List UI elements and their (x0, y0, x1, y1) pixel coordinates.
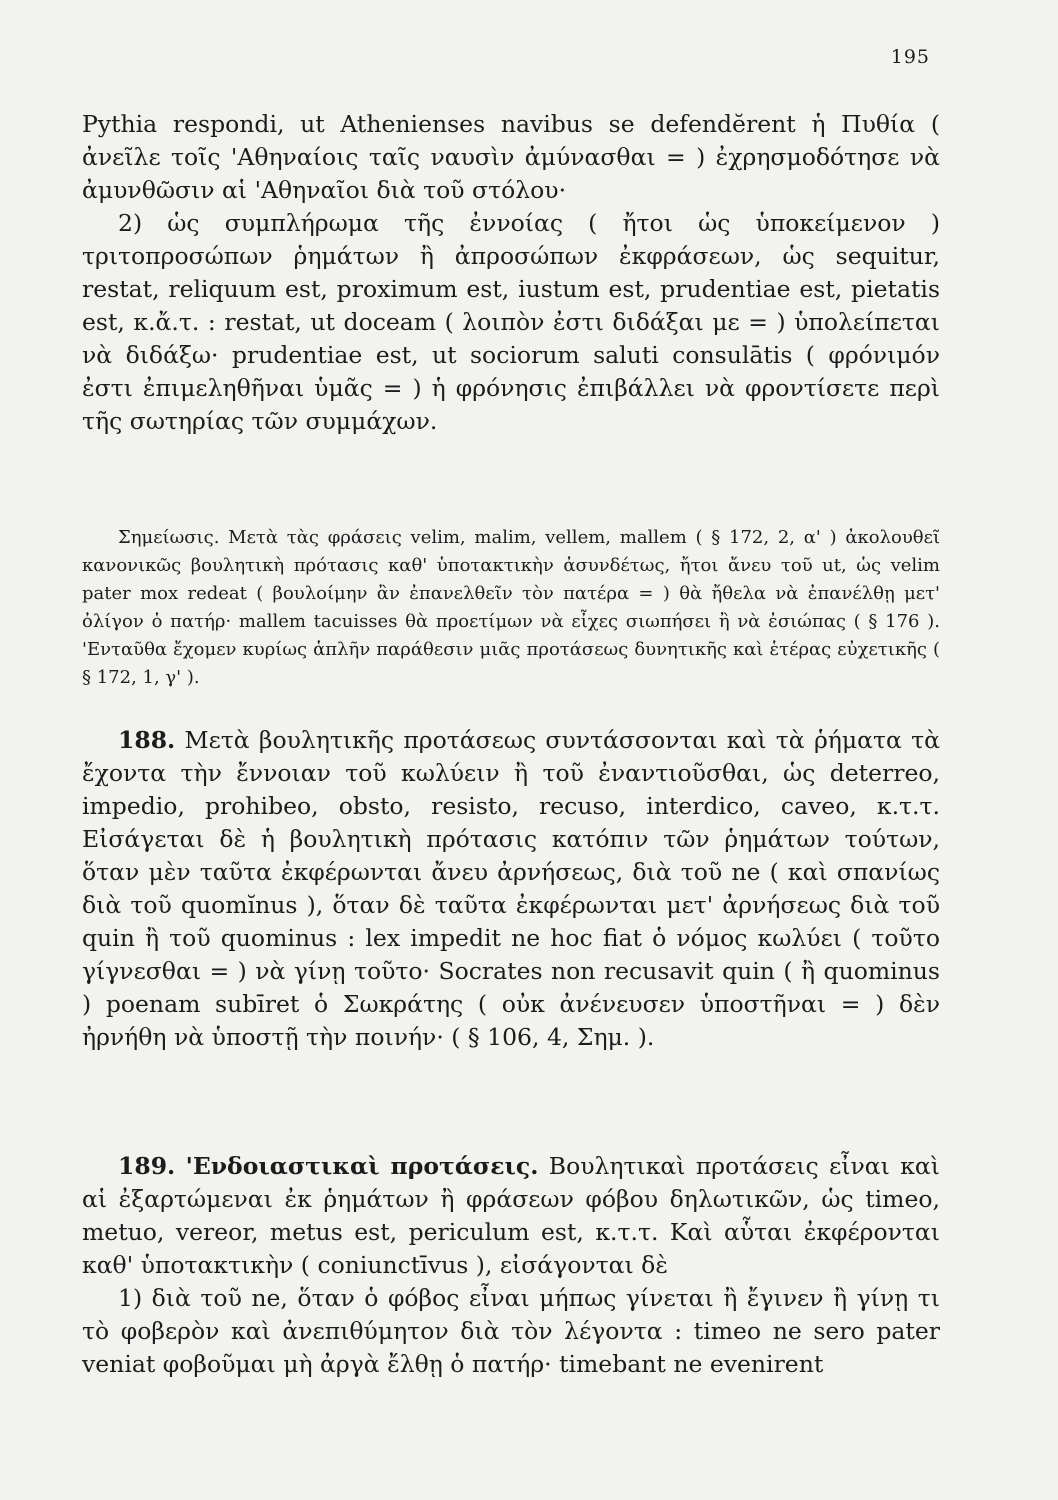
remark-note (82, 506, 940, 710)
section-188 (82, 724, 940, 1054)
paragraph-pythia: Pythia respondi, ut Athenienses navibus se defendĕrent ἡ Πυθία ( ἀνεῖλε τοῖς 'Αθηναίοις ταῖς ναυσὶν ἀμύνασθαι = ) ἐχρησμοδότησε νὰ ἀμυνθῶσιν αἱ 'Αθηναῖοι διὰ τοῦ στόλου· (82, 110, 940, 204)
section-189 (82, 1150, 940, 1381)
page-number: 195 (890, 46, 930, 68)
remark-text: Σημείωσις. Μετὰ τὰς φράσεις velim, malim, vellem, mallem ( § 172, 2, α' ) ἀκολουθεῖ κανονικῶς βουλητικὴ πρότασις καθ' ὑποτακτικὴν ἀσυνδέτως, ἤτοι ἄνευ τοῦ ut, ὡς velim pater mox redeat ( βουλοίμην ἂν ἐπανελθεῖν τὸν πατέρα = ) θὰ ἤθελα νὰ ἐπανέλθῃ μετ' ὀλίγον ὁ πατήρ· mallem tacuisses θὰ προετίμων νὰ εἶχες σιωπήσει ἢ νὰ ἐσιώπας ( § 176 ). 'Ενταῦθα ἔχομεν κυρίως ἁπλῆν παράθεσιν μιᾶς προτάσεως δυνητικῆς καὶ ἑτέρας εὐχετικῆς ( § 172, 1, γ' ). (82, 527, 940, 688)
section-189-paragraph (82, 1150, 940, 1282)
section-189-item-1: 1) διὰ τοῦ ne, ὅταν ὁ φόβος εἶναι μήπως γίνεται ἢ ἔγινεν ἢ γίνῃ τι τὸ φοβερὸν καὶ ἀνεπιθύμητον διὰ τὸν λέγοντα : timeo ne sero pater veniat φοβοῦμαι μὴ ἀργὰ ἔλθῃ ὁ πατήρ· timebant ne evenirent (82, 1284, 940, 1378)
section-189-text: Βουλητικαὶ προτάσεις εἶναι καὶ αἱ ἐξαρτώμεναι ἐκ ῥημάτων ἢ φράσεων φόβου δηλωτικῶν, ὡς timeo, metuo, vereor, metus est, periculum est, κ.τ.τ. Καὶ αὗται ἐκφέρονται καθ' ὑποτακτικὴν ( coniunctīvus ), εἰσάγονται δὲ (82, 1152, 940, 1279)
section-188-text: Μετὰ βουλητικῆς προτάσεως συντάσσονται καὶ τὰ ῥήματα τὰ ἔχοντα τὴν ἔννοιαν τοῦ κωλύειν ἢ τοῦ ἐναντιοῦσθαι, ὡς deterreo, impedio, prohibeo, obsto, resisto, recuso, interdico, caveo, κ.τ.τ. Εἰσάγεται δὲ ἡ βουλητικὴ πρότασις κατόπιν τῶν ῥημάτων τούτων, ὅταν μὲν ταῦτα ἐκφέρωνται ἄνευ ἀρνήσεως, διὰ τοῦ ne ( καὶ σπανίως διὰ τοῦ quomĭnus ), ὅταν δὲ ταῦτα ἐκφέρωνται μετ' ἀρνήσεως διὰ τοῦ quin ἢ τοῦ quominus : lex impedit ne hoc fiat ὁ νόμος κωλύει ( τοῦτο γίγνεσθαι = ) νὰ γίνῃ τοῦτο· Socrates non recusavit quin ( ἢ quominus ) poenam subīret ὁ Σωκράτης ( οὐκ ἀνένευσεν ὑποστῆναι = ) δὲν ἠρνήθη νὰ ὑποστῇ τὴν ποινήν· ( § 106, 4, Σημ. ). (82, 726, 940, 1051)
section-188-number: 188. (118, 726, 176, 754)
top-passage (82, 108, 940, 438)
section-189-number: 189. (118, 1152, 176, 1180)
section-189-heading: 'Ενδοιαστικαὶ προτάσεις. (185, 1152, 539, 1180)
section-188-paragraph (82, 724, 940, 1054)
paragraph-point-2: 2) ὡς συμπλήρωμα τῆς ἐννοίας ( ἤτοι ὡς ὑποκείμενον ) τριτοπροσώπων ῥημάτων ἢ ἀπροσώπων ἐκφράσεων, ὡς sequitur, restat, reliquum est, proximum est, iustum est, prudentiae est, pietatis est, κ.ἄ.τ. : restat, ut doceam ( λοιπὸν ἐστι διδάξαι με = ) ὑπολείπεται νὰ διδάξω· prudentiae est, ut sociorum saluti consulātis ( φρόνιμόν ἐστι ἐπιμεληθῆναι ὑμᾶς = ) ἡ φρόνησις ἐπιβάλλει νὰ φροντίσετε περὶ τῆς σωτηρίας τῶν συμμάχων. (82, 209, 940, 435)
